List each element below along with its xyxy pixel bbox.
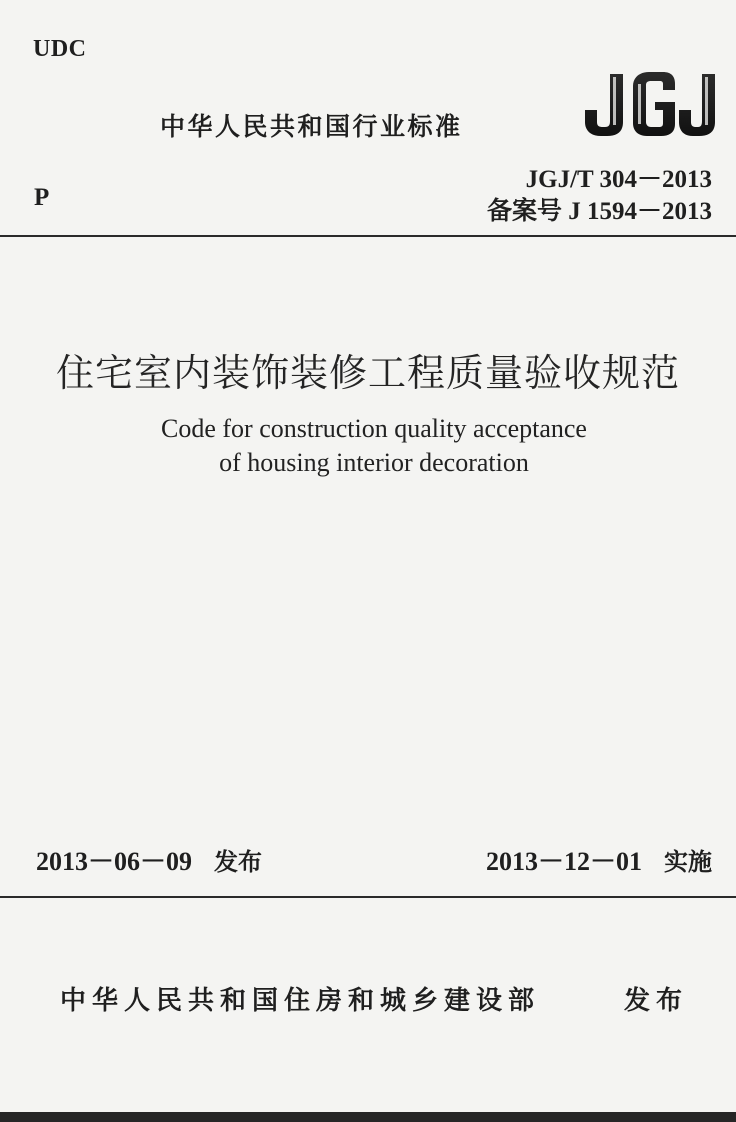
- publisher: 中华人民共和国住房和城乡建设部: [60, 986, 541, 1016]
- issue-date-block: [36, 841, 262, 878]
- implementation-label: 实施: [664, 848, 712, 876]
- footer-divider: [0, 896, 736, 898]
- title-english-line-2: of housing interior decoration: [219, 448, 529, 477]
- issue-date: 2013－06－09: [36, 847, 193, 876]
- udc-label: UDC: [33, 36, 87, 62]
- title-english-line-1: Code for construction quality acceptance: [161, 414, 587, 443]
- jgj-logo: [575, 66, 715, 136]
- classification-code: P: [34, 184, 50, 211]
- document-title-english: [0, 412, 736, 480]
- issue-label: 发布: [214, 848, 263, 876]
- standard-type: 中华人民共和国行业标准: [160, 112, 463, 141]
- document-title: 住宅室内装饰装修工程质量验收规范: [55, 351, 680, 395]
- implementation-date: 2013－12－01: [485, 847, 642, 876]
- header-divider: [0, 235, 736, 237]
- standard-number: JGJ/T 304－2013: [525, 166, 712, 193]
- page-edge-shadow: [0, 1112, 736, 1122]
- filing-number: 备案号 J 1594－2013: [486, 198, 712, 225]
- publish-label: 发布: [623, 986, 688, 1016]
- implementation-date-block: [486, 841, 712, 878]
